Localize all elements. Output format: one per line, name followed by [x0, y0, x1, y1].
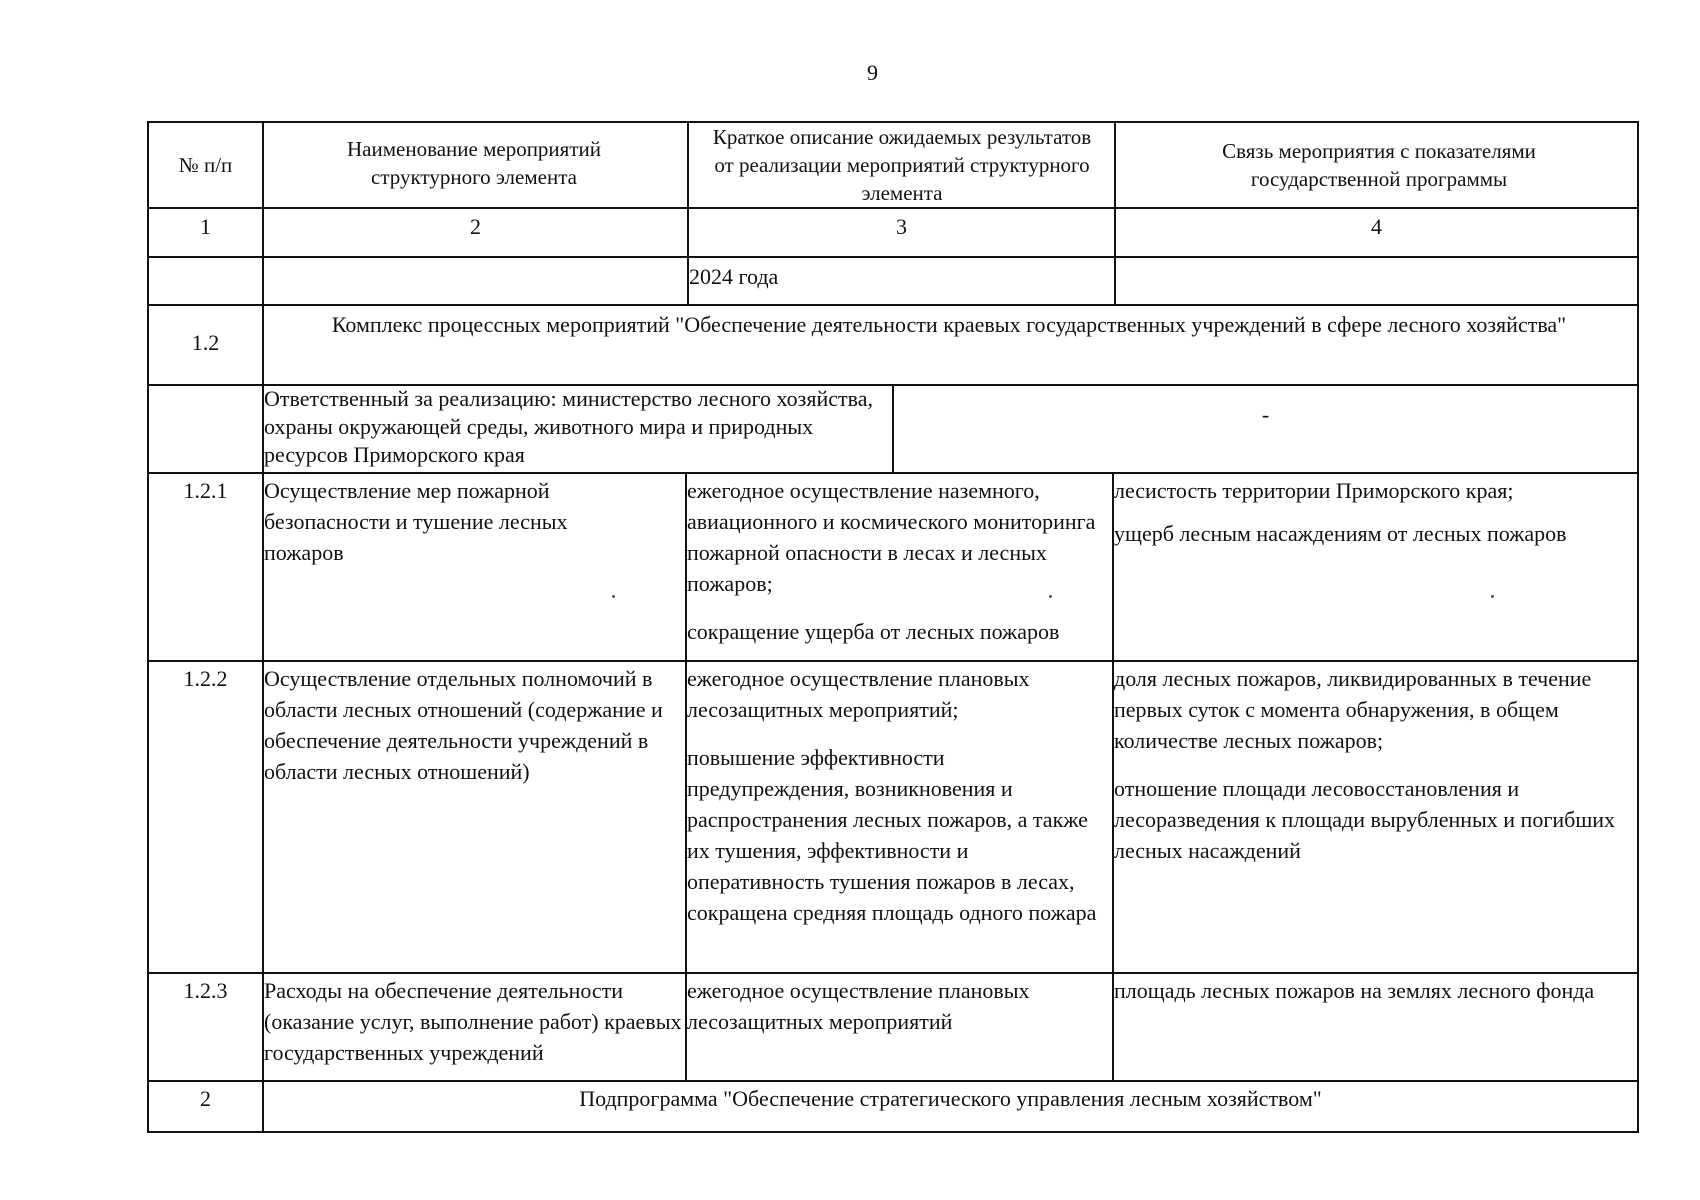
column-number: 4 — [1371, 214, 1382, 239]
measure-name: Расходы на обеспечение деятельности (оказание услуг, выполнение работ) краевых государственных учреждений — [264, 978, 682, 1065]
section-number: 1.2 — [191, 330, 220, 355]
row-divider — [149, 304, 1637, 306]
result-item: ежегодное осуществление плановых лесозащитных мероприятий; — [687, 666, 1030, 722]
scan-speck — [1491, 595, 1494, 598]
header-expected-results: Краткое описание ожидаемых результатов от реализации мероприятий структурного элемента — [712, 125, 1092, 205]
indicator-item: доля лесных пожаров, ликвидированных в течение первых суток с момента обнаружения, в общем количестве лесных пожаров; — [1114, 666, 1592, 753]
row-number: 1.2.1 — [183, 478, 228, 503]
column-number: 2 — [470, 214, 481, 239]
page-number: 9 — [867, 60, 878, 85]
subprogram-title: Подпрограмма "Обеспечение стратегического управления лесным хозяйством" — [579, 1086, 1322, 1111]
header-number: № п/п — [178, 153, 233, 177]
measures-table — [147, 121, 1639, 1133]
result-item: сокращение ущерба от лесных пожаров — [687, 619, 1060, 644]
row-number: 1.2.3 — [183, 978, 228, 1003]
expected-results — [687, 475, 1111, 647]
column-number: 3 — [896, 214, 907, 239]
row-divider — [149, 972, 1637, 974]
responsible-text: Ответственный за реализацию: министерство лесного хозяйства, охраны окружающей среды, животного мира и природных ресурсов Приморского края — [264, 386, 873, 467]
program-indicators — [1114, 475, 1629, 549]
column-number: 1 — [200, 214, 211, 239]
row-divider — [149, 207, 1637, 209]
scan-speck — [1049, 595, 1052, 598]
row-divider — [149, 1080, 1637, 1082]
indicator-item: лесистость территории Приморского края; — [1114, 478, 1514, 503]
row-divider — [149, 472, 1637, 474]
expected-results — [687, 975, 1111, 1037]
continuation-text: 2024 года — [689, 264, 779, 289]
result-item: повышение эффективности предупреждения, возникновения и распространения лесных пожаров, а также их тушения, эффективности и оперативность тушения пожаров в лесах, сокращена средняя площадь одного пожара — [687, 745, 1097, 925]
indicator-item: ущерб лесным насаждениям от лесных пожаров — [1114, 521, 1567, 546]
responsible-value: - — [1261, 402, 1270, 427]
program-indicators — [1114, 975, 1629, 1006]
measure-name: Осуществление отдельных полномочий в области лесных отношений (содержание и обеспечение деятельности учреждений в области лесных отношений) — [264, 666, 663, 784]
indicator-item: площадь лесных пожаров на землях лесного фонда — [1114, 978, 1595, 1003]
subprogram-number: 2 — [200, 1086, 211, 1111]
header-measure-name: Наименование мероприятий структурного элемента — [347, 137, 601, 189]
scan-speck — [612, 595, 615, 598]
row-number: 1.2.2 — [183, 666, 228, 691]
program-indicators — [1114, 663, 1636, 866]
header-program-indicators: Связь мероприятия с показателями государственной программы — [1222, 139, 1536, 191]
row-divider — [149, 256, 1637, 258]
expected-results — [687, 663, 1111, 928]
indicator-item: отношение площади лесовосстановления и лесоразведения к площади вырубленных и погибших лесных насаждений — [1114, 776, 1616, 863]
result-item: ежегодное осуществление наземного, авиационного и космического мониторинга пожарной опасности в лесах и лесных пожаров; — [687, 478, 1096, 596]
section-title: Комплекс процессных мероприятий "Обеспечение деятельности краевых государственных учреждений в сфере лесного хозяйства" — [331, 312, 1567, 337]
result-item: ежегодное осуществление плановых лесозащитных мероприятий — [687, 978, 1030, 1034]
measure-name: Осуществление мер пожарной безопасности и тушение лесных пожаров — [264, 478, 568, 565]
row-divider — [149, 660, 1637, 662]
